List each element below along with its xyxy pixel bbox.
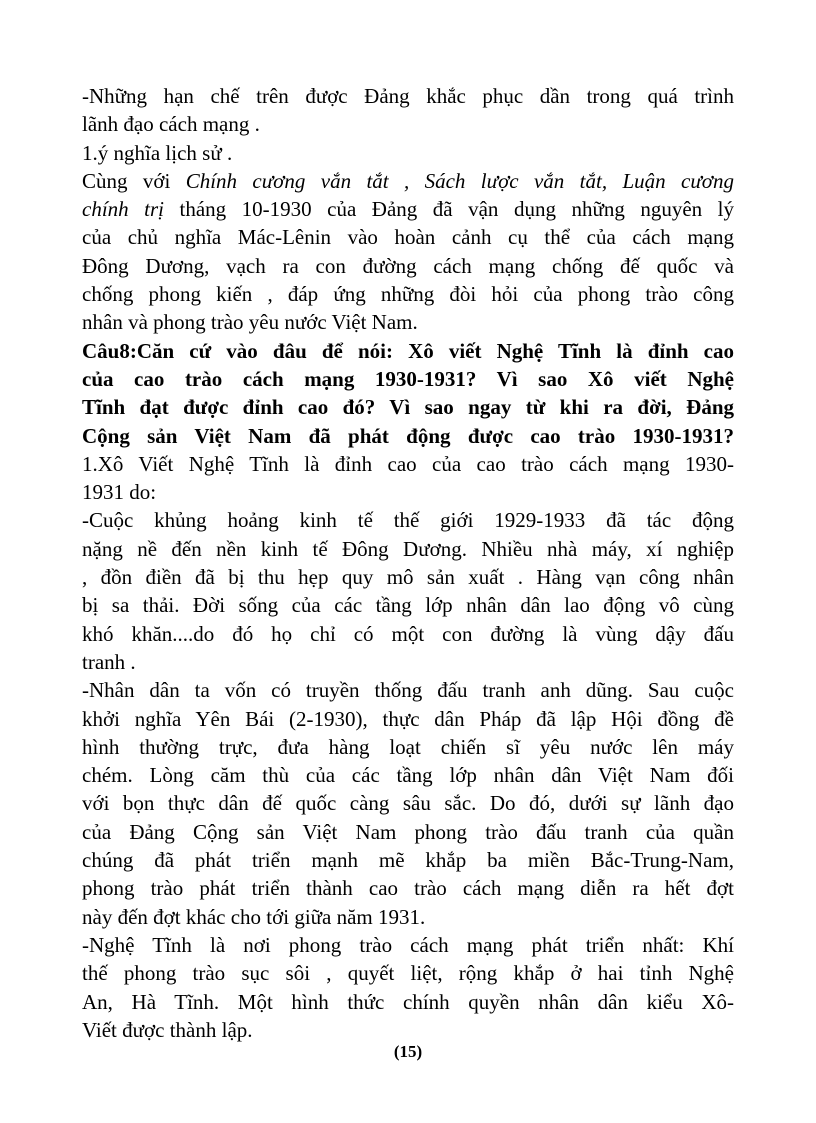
text-line: nặng nề đến nền kinh tế Đông Dương. Nhiều nhà máy, xí nghiệp [82,536,734,561]
question-heading: Câu8:Căn cứ vào đâu để nói: Xô viết Nghệ Tĩnh là đỉnh cao [82,338,734,363]
question-heading: Tĩnh đạt được đỉnh cao đó? Vì sao ngay từ khi ra đời, Đảng [82,395,734,420]
text-line [82,167,734,195]
text-line: 1.Xô Viết Nghệ Tĩnh là đỉnh cao của cao trào cách mạng 1930- [82,451,734,476]
text-line: khởi nghĩa Yên Bái (2-1930), thực dân Pháp đã lập Hội đồng đề [82,706,734,731]
text-line: khó khăn....do đó họ chỉ có một con đường là vùng dậy đấu [82,621,734,646]
text-line: chém. Lòng căm thù của các tầng lớp nhân dân Việt Nam đối [82,763,734,788]
text-line: Đông Dương, vạch ra con đường cách mạng chống đế quốc và [82,253,734,278]
text-line: chống phong kiến , đáp ứng những đòi hỏi của phong trào công [82,282,734,307]
text-line: nhân và phong trào yêu nước Việt Nam. [82,310,418,335]
text-line: hình thường trực, đưa hàng loạt chiến sĩ yêu nước lên máy [82,734,734,759]
text-line: tranh . [82,649,136,674]
text-line: -Nhân dân ta vốn có truyền thống đấu tranh anh dũng. Sau cuộc [82,678,734,703]
italic-document-title: chính trị [82,197,164,222]
text-line: 1931 do: [82,480,157,505]
text-span: tháng 10-1930 của Đảng đã vận dụng những nguyên lý [164,197,734,222]
text-line: bị sa thải. Đời sống của các tầng lớp nhân dân lao động vô cùng [82,593,734,618]
text-line: -Cuộc khủng hoảng kinh tế thế giới 1929-1933 đã tác động [82,508,734,533]
question-heading: của cao trào cách mạng 1930-1931? Vì sao Xô viết Nghệ [82,366,734,391]
question-heading: Cộng sản Việt Nam đã phát động được cao trào 1930-1931? [82,423,734,448]
text-line: -Những hạn chế trên được Đảng khắc phục dần trong quá trình [82,84,734,108]
text-line: với bọn thực dân đế quốc càng sâu sắc. Do đó, dưới sự lãnh đạo [82,791,734,816]
text-line: Viết được thành lập. [82,1017,253,1042]
italic-document-title: Chính cương vắn tắt , Sách lược vắn tắt, Luận cương [185,168,734,193]
text-line: -Nghệ Tĩnh là nơi phong trào cách mạng phát triển nhất: Khí [82,932,734,957]
text-line: lãnh đạo cách mạng . [82,112,260,137]
text-line: phong trào phát triển thành cao trào cách mạng diễn ra hết đợt [82,876,734,901]
text-line: thế phong trào sục sôi , quyết liệt, rộng khắp ở hai tỉnh Nghệ [82,961,734,986]
text-line [82,195,734,223]
page-number: (15) [393,1042,423,1061]
section-label: 1.ý nghĩa lịch sử . [82,140,233,165]
document-page [82,82,734,1044]
text-line: của Đảng Cộng sản Việt Nam phong trào đấu tranh của quần [82,819,734,844]
text-line: , đồn điền đã bị thu hẹp quy mô sản xuất . Hàng vạn công nhân [82,565,734,590]
text-span: Cùng với [82,168,186,193]
text-line: của chủ nghĩa Mác-Lênin vào hoàn cảnh cụ thể của cách mạng [82,225,734,250]
text-line: chúng đã phát triển mạnh mẽ khắp ba miền Bắc-Trung-Nam, [82,848,734,873]
text-line: này đến đợt khác cho tới giữa năm 1931. [82,904,426,929]
text-line: An, Hà Tĩnh. Một hình thức chính quyền nhân dân kiểu Xô- [82,989,734,1014]
